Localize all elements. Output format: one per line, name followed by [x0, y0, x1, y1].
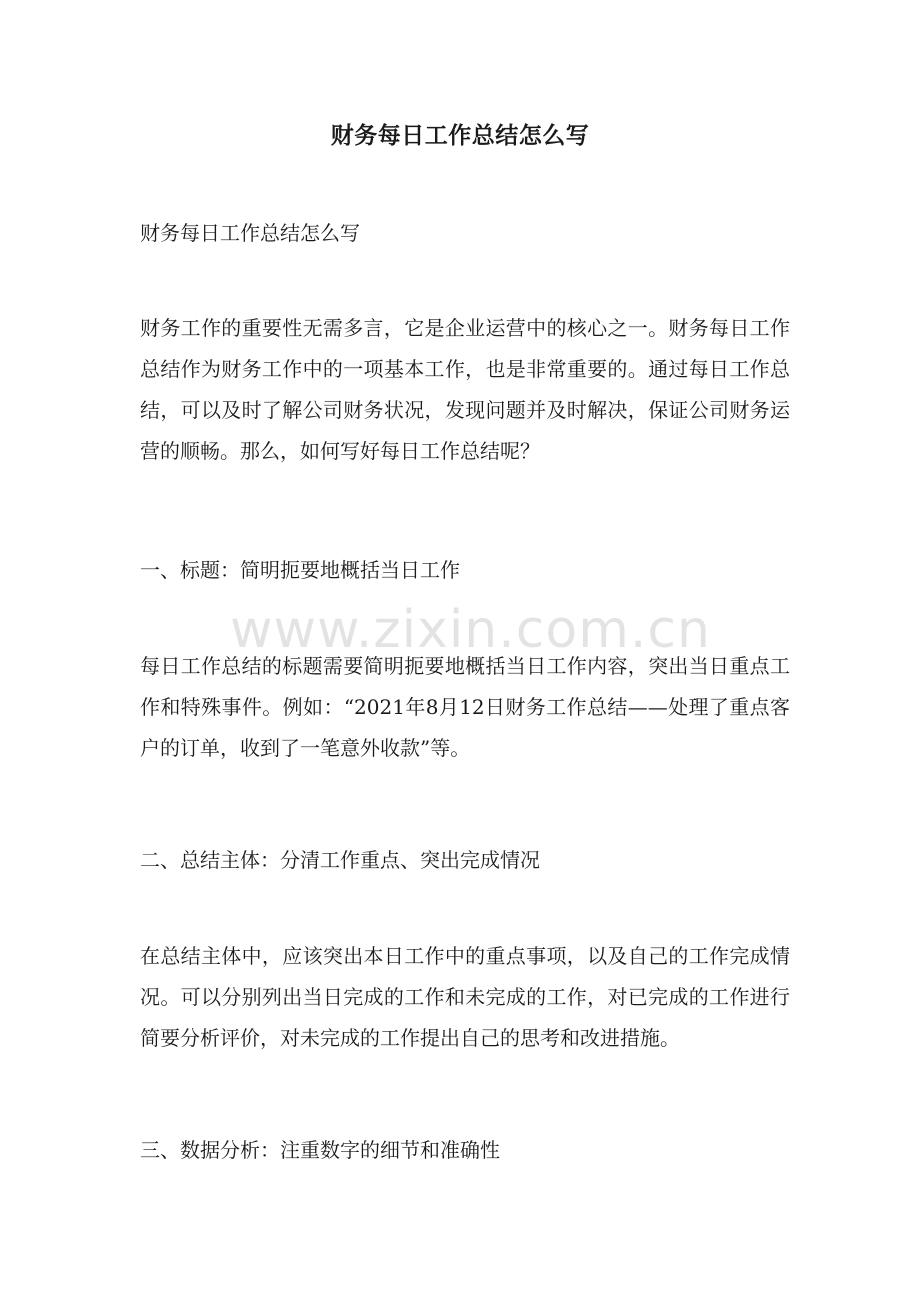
section-heading-3: 三、数据分析：注重数字的细节和准确性: [140, 1138, 500, 1162]
section-body-2: 在总结主体中，应该突出本日工作中的重点事项，以及自己的工作完成情况。可以分别列出当日完成的工作和未完成的工作，对已完成的工作进行简要分析评价，对未完成的工作提出自己的思考和改进措施。: [140, 944, 790, 1050]
section-heading-1: 一、标题：简明扼要地概括当日工作: [140, 558, 460, 582]
section-body-1: 每日工作总结的标题需要简明扼要地概括当日工作内容，突出当日重点工作和特殊事件。例如：“2021年8月12日财务工作总结——处理了重点客户的订单，收到了一笔意外收款”等。: [140, 654, 790, 760]
section-heading-2: 二、总结主体：分清工作重点、突出完成情况: [140, 848, 540, 872]
intro-paragraph: 财务工作的重要性无需多言，它是企业运营中的核心之一。财务每日工作总结作为财务工作中的一项基本工作，也是非常重要的。通过每日工作总结，可以及时了解公司财务状况，发现问题并及时解决，保证公司财务运营的顺畅。那么，如何写好每日工作总结呢？: [140, 316, 790, 463]
document-subtitle: 财务每日工作总结怎么写: [140, 221, 360, 245]
document-title: 财务每日工作总结怎么写: [330, 122, 590, 149]
watermark-text: www.zixin.com.cn: [230, 600, 711, 660]
